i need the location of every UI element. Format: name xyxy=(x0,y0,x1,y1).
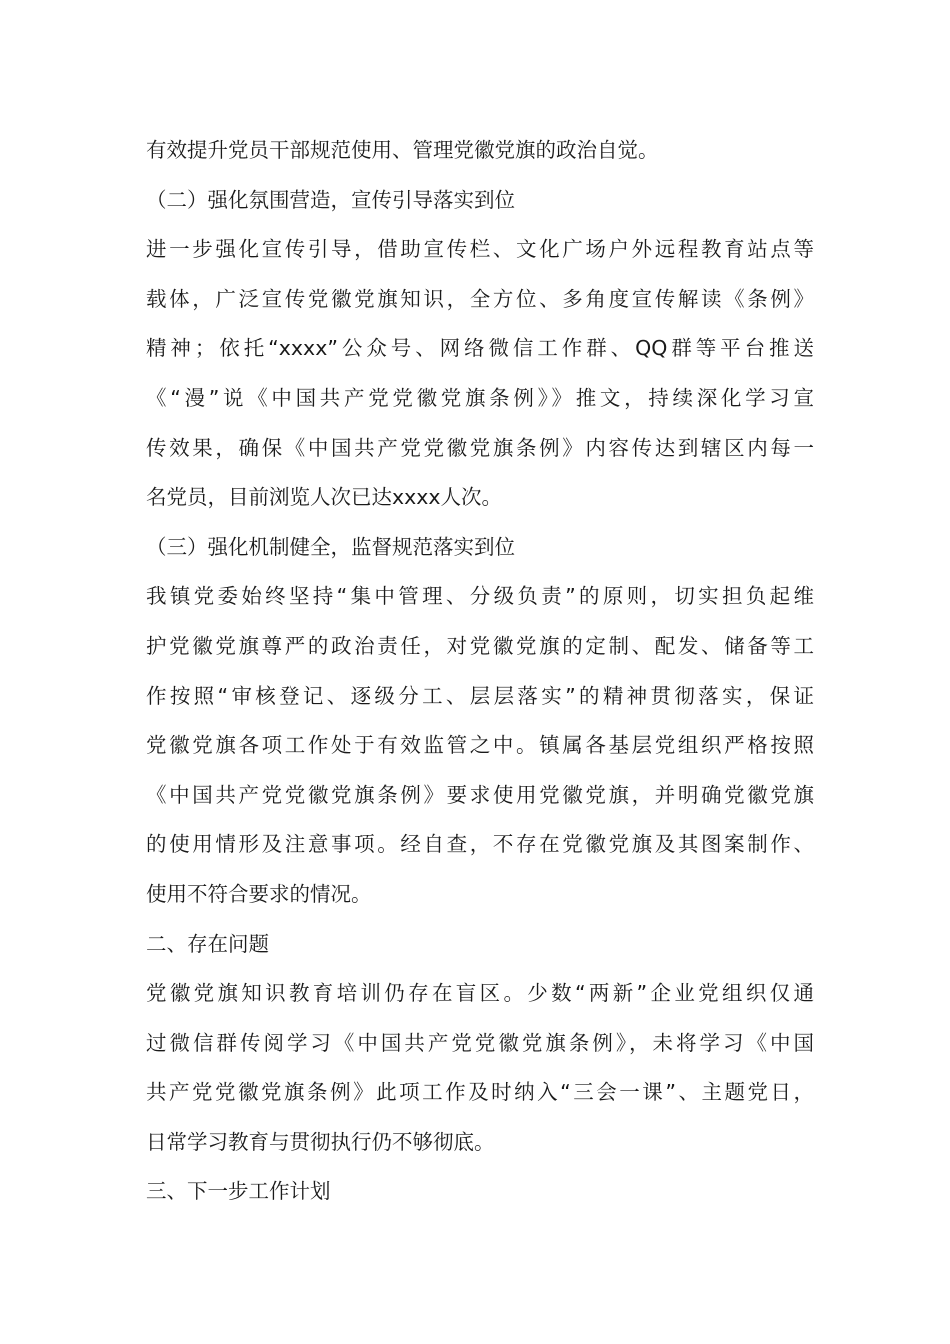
paragraph-line: 进一步强化宣传引导，借助宣传栏、文化广场户外远程教育站点等 xyxy=(146,237,814,262)
paragraph-line: 作按照“审核登记、逐级分工、层层落实”的精神贯彻落实，保证 xyxy=(146,683,814,708)
paragraph-line: 过微信群传阅学习《中国共产党党徽党旗条例》，未将学习《中国 xyxy=(146,1030,814,1055)
paragraph-line: 《中国共产党党徽党旗条例》要求使用党徽党旗，并明确党徽党旗 xyxy=(146,782,814,807)
section-heading-problems: 二、存在问题 xyxy=(146,931,269,956)
section-heading-2: （二）强化氛围营造，宣传引导落实到位 xyxy=(146,187,515,212)
paragraph-line: 的使用情形及注意事项。经自查，不存在党徽党旗及其图案制作、 xyxy=(146,832,814,857)
paragraph-line: 党徽党旗各项工作处于有效监管之中。镇属各基层党组织严格按照 xyxy=(146,733,814,758)
paragraph-line: 传效果，确保《中国共产党党徽党旗条例》内容传达到辖区内每一 xyxy=(146,435,814,460)
paragraph-line: 我镇党委始终坚持“集中管理、分级负责”的原则，切实担负起维 xyxy=(146,584,814,609)
paragraph-line: 党徽党旗知识教育培训仍存在盲区。少数“两新”企业党组织仅通 xyxy=(146,981,814,1006)
paragraph-line: 使用不符合要求的情况。 xyxy=(146,881,372,906)
paragraph-line: 有效提升党员干部规范使用、管理党徽党旗的政治自觉。 xyxy=(146,138,659,162)
paragraph-line: 共产党党徽党旗条例》此项工作及时纳入“三会一课”、主题党日， xyxy=(146,1080,814,1105)
paragraph-line: 名党员，目前浏览人次已达xxxx人次。 xyxy=(146,485,503,510)
section-heading-3: （三）强化机制健全，监督规范落实到位 xyxy=(146,534,515,559)
section-heading-next-plan: 三、下一步工作计划 xyxy=(146,1179,331,1204)
paragraph-line: 护党徽党旗尊严的政治责任，对党徽党旗的定制、配发、储备等工 xyxy=(146,633,814,658)
paragraph-line: 精神；依托“xxxx”公众号、网络微信工作群、QQ群等平台推送 xyxy=(146,336,814,361)
paragraph-line: 日常学习教育与贯彻执行仍不够彻底。 xyxy=(146,1129,495,1154)
paragraph-line: 《“漫”说《中国共产党党徽党旗条例》》推文，持续深化学习宣 xyxy=(146,385,814,410)
document-body xyxy=(146,126,814,1217)
paragraph-line: 载体，广泛宣传党徽党旗知识，全方位、多角度宣传解读《条例》 xyxy=(146,286,814,311)
